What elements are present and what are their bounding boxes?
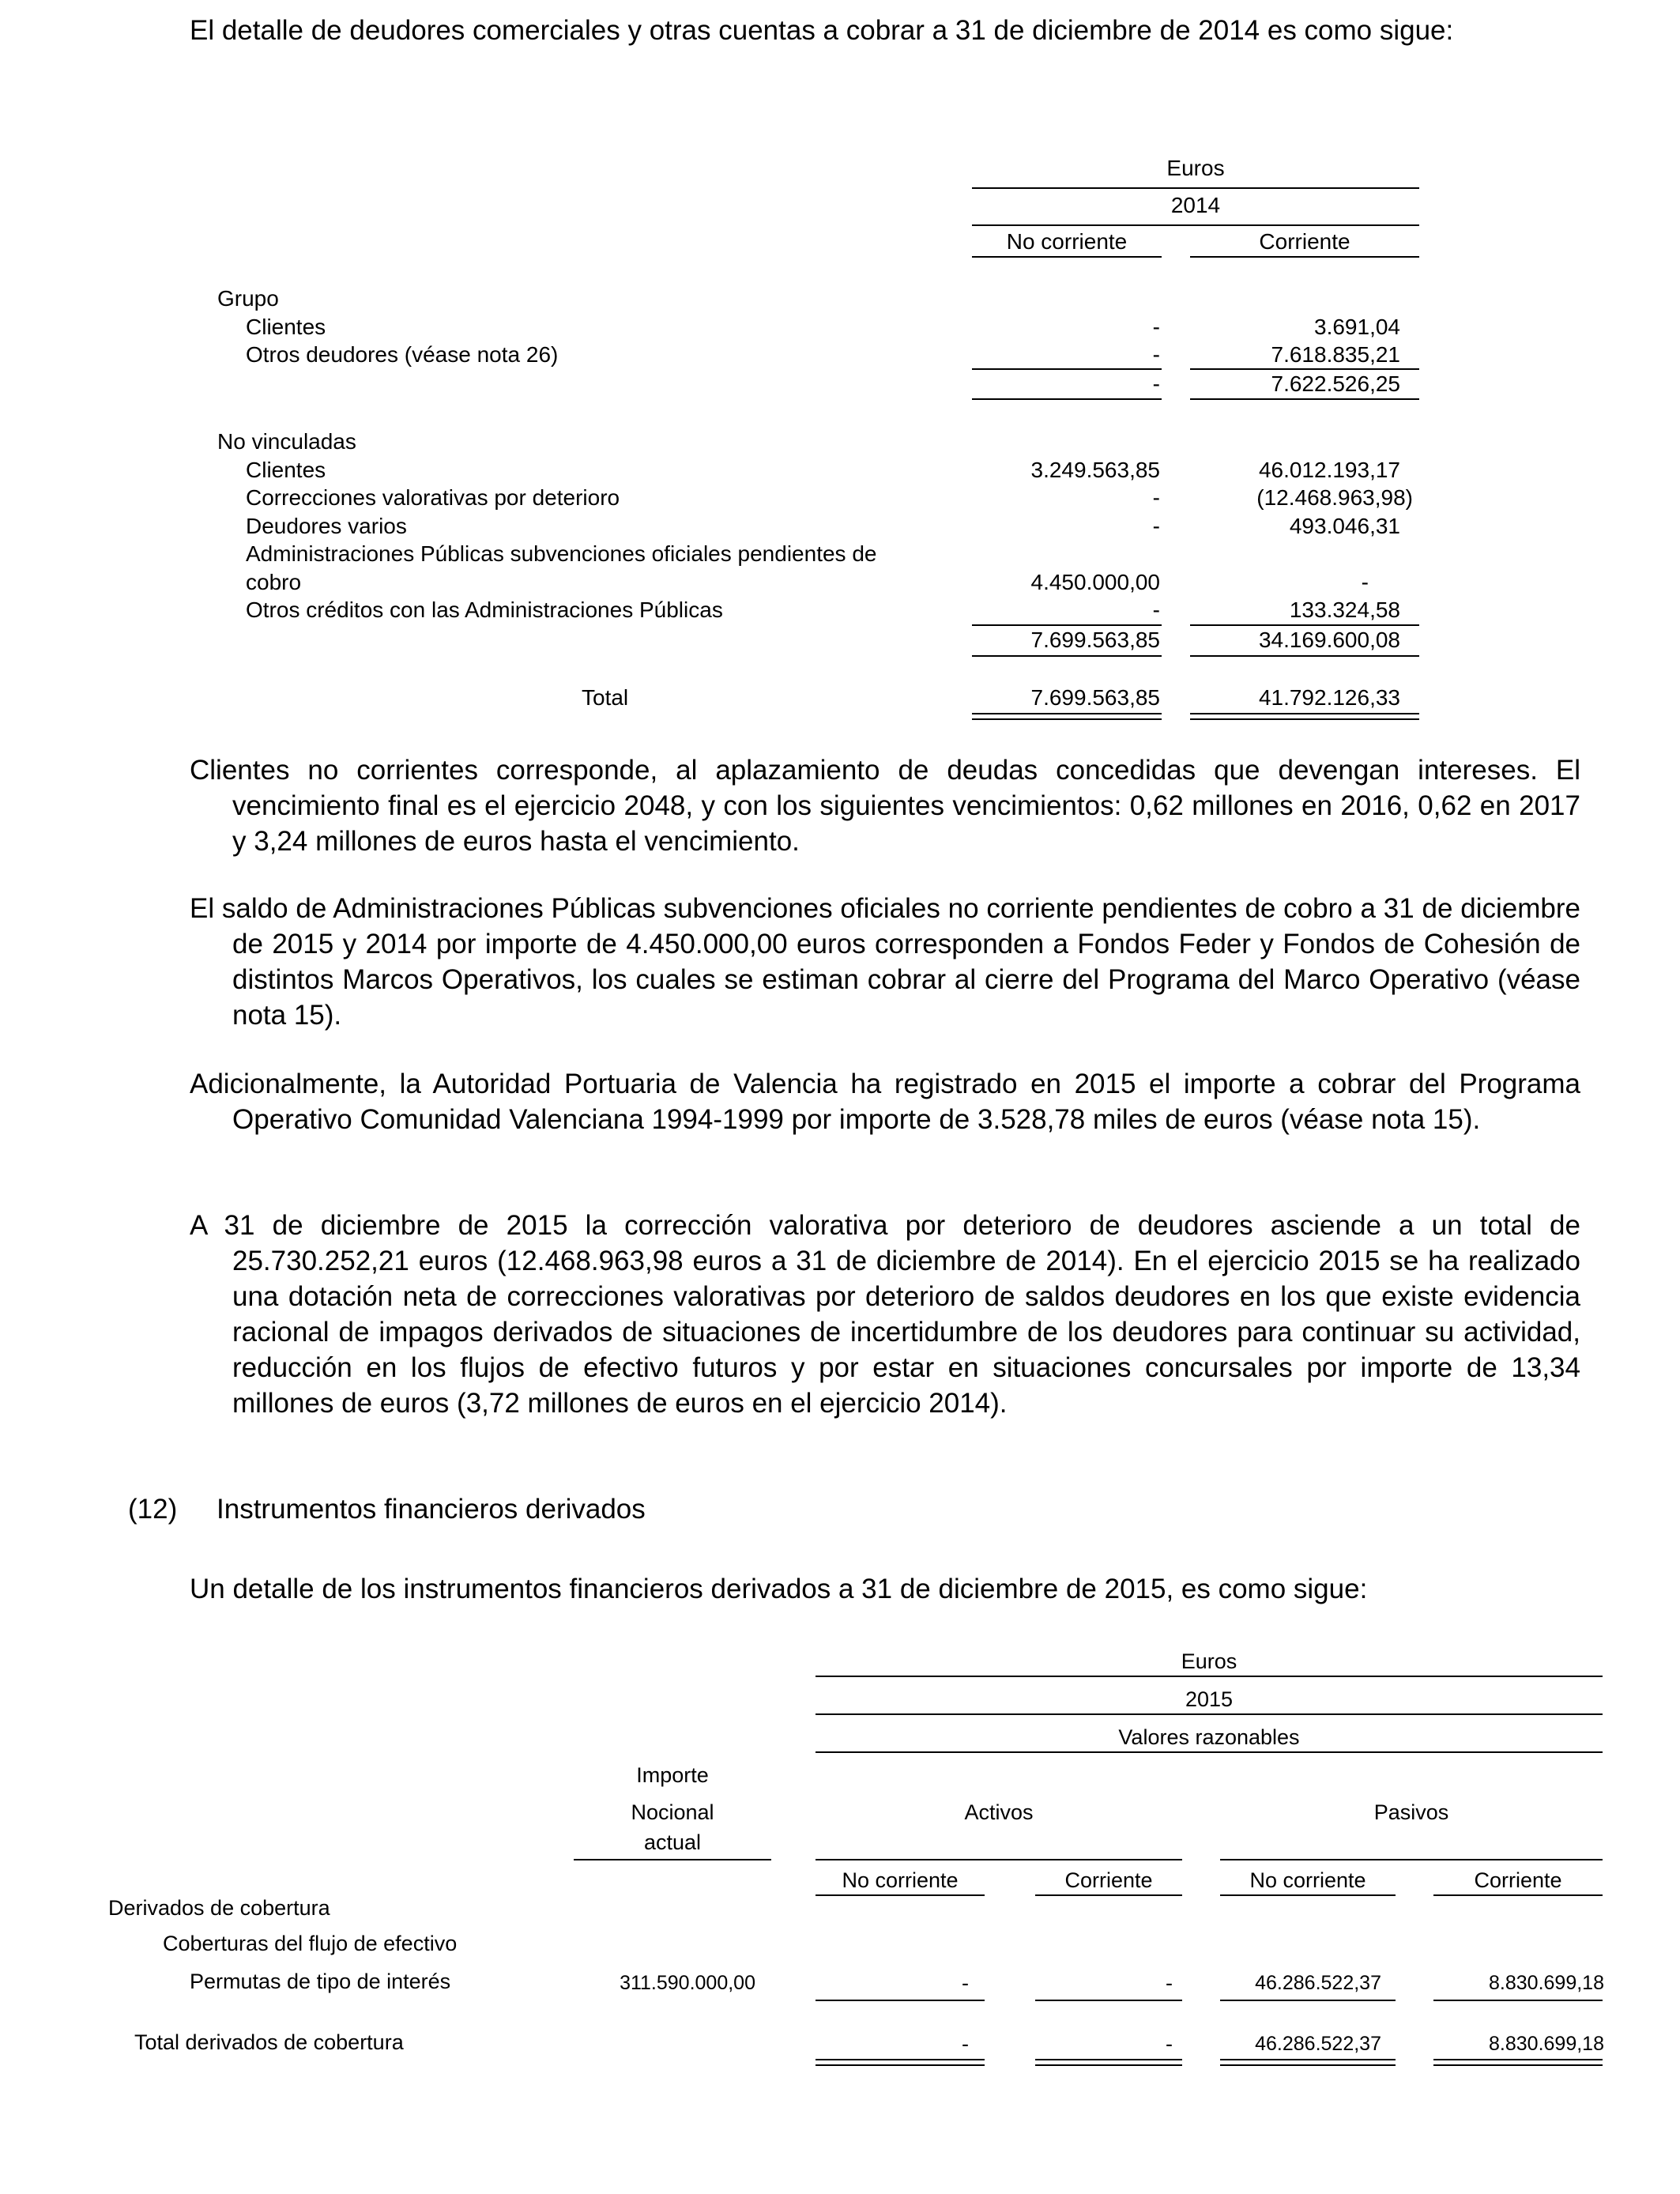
section-number: (12) [128,1494,178,1525]
table1-year-header: 2014 [1170,193,1221,217]
table2-year-header: 2015 [1185,1687,1234,1711]
row-value-c: - [1361,570,1369,594]
table2-activos-header: Activos [964,1800,1034,1824]
table2-valores-header: Valores razonables [1118,1725,1300,1749]
row-activos-nc: - [962,1971,969,1995]
row-value-c: 3.691,04 [1314,315,1400,339]
total-nc: 7.699.563,85 [1030,685,1160,710]
row-pasivos-c: 8.830.699,18 [1489,1972,1604,1994]
row-label: Clientes [246,315,326,339]
table2-pasivos-no-corriente: No corriente [1249,1868,1366,1892]
row-value-c: 133.324,58 [1289,598,1400,622]
row-label: Deudores varios [246,514,407,538]
table2-pasivos-header: Pasivos [1373,1800,1449,1824]
row-pasivos-nc: 46.286.522,37 [1255,1972,1381,1994]
section-title: Instrumentos financieros derivados [217,1494,646,1525]
row-label: Clientes [246,458,326,482]
row-label: Otros créditos con las Administraciones Públicas [246,598,723,622]
paragraph-clientes-no-corrientes: Clientes no corrientes corresponde, al aplazamiento de deudas concedidas que devengan intereses. El vencimiento final es el ejercicio 2048, y con los siguientes vencimientos: 0,62 millones en 2016, 0,62 en 2017 y 3,24 millones de euros hasta el vencimiento. [190,755,1580,857]
row-activos-c: - [1166,1971,1173,1995]
row-value-nc: 4.450.000,00 [1030,570,1160,594]
table1-currency-header: Euros [1166,156,1225,180]
table2-activos-corriente: Corriente [1064,1868,1153,1892]
table2-pasivos-corriente: Corriente [1474,1868,1562,1892]
intro-paragraph: El detalle de deudores comerciales y otras cuentas a cobrar a 31 de diciembre de 2014 es como sigue: [190,15,1454,46]
total-label: Total derivados de cobertura [134,2030,404,2054]
row-value-c: 7.618.835,21 [1271,342,1400,367]
derivados-cobertura-heading: Derivados de cobertura [108,1896,330,1920]
paragraph-saldo-administraciones: El saldo de Administraciones Públicas subvenciones oficiales no corriente pendientes de cobro a 31 de diciembre de 2015 y 2014 por importe de 4.450.000,00 euros corresponden a Fondos Feder y Fondos de Cohesión de distintos Marcos Operativos, los cuales se estiman cobrar al cierre del Programa del Marco Operativo (véase nota 15). [190,893,1580,1031]
table2-importe-header: Importe [636,1763,709,1787]
total-c: 41.792.126,33 [1258,685,1400,710]
total-activos-nc: - [962,2032,969,2056]
row-notional: 311.590.000,00 [620,1972,755,1994]
table2-activos-no-corriente: No corriente [842,1868,959,1892]
row-value-c: 493.046,31 [1289,514,1400,538]
paragraph-correccion-valorativa: A 31 de diciembre de 2015 la corrección valorativa por deterioro de deudores asciende a un total de 25.730.252,21 euros (12.468.963,98 euros a 31 de diciembre de 2014). En el ejercicio 2015 se ha realizado una dotación neta de correcciones valorativas por deterioro de saldos deudores en los que existe evidencia racional de impagos derivados de situaciones de incertidumbre de los deudores para continuar su actividad, reducción en los flujos de efectivo futuros y por estar en situaciones concursales por importe de 13,34 millones de euros (3,72 millones de euros en el ejercicio 2014). [190,1210,1580,1419]
table2-actual-header: actual [643,1830,702,1854]
subtotal-c: 7.622.526,25 [1271,371,1400,396]
grupo-heading: Grupo [217,286,279,311]
subtotal-c: 34.169.600,08 [1258,628,1400,652]
row-label-line1: Administraciones Públicas subvenciones oficiales pendientes de [246,541,877,566]
total-pasivos-nc: 46.286.522,37 [1255,2033,1381,2055]
paragraph-adicionalmente: Adicionalmente, la Autoridad Portuaria de Valencia ha registrado en 2015 el importe a cobrar del Programa Operativo Comunidad Valenciana 1994-1999 por importe de 3.528,78 miles de euros (véase nota 15). [190,1069,1580,1135]
row-value-nc: - [1152,342,1160,367]
row-value-nc: - [1152,598,1160,622]
subtotal-nc: - [1152,371,1160,396]
row-label: Correcciones valorativas por deterioro [246,485,620,510]
total-label: Total [582,685,629,710]
row-value-nc: - [1152,315,1160,339]
no-vinculadas-heading: No vinculadas [217,429,356,454]
row-label: Permutas de tipo de interés [190,1970,451,1993]
row-value-c: (12.468.963,98) [1256,485,1413,510]
total-pasivos-c: 8.830.699,18 [1489,2033,1604,2055]
coberturas-flujo-heading: Coberturas del flujo de efectivo [163,1932,458,1955]
total-activos-c: - [1166,2032,1173,2056]
row-value-nc: - [1152,485,1160,510]
row-label: Otros deudores (véase nota 26) [246,342,559,367]
row-value-c: 46.012.193,17 [1258,458,1400,482]
table1-col-no-corriente: No corriente [1006,229,1128,254]
row-value-nc: - [1152,514,1160,538]
table2-currency-header: Euros [1181,1649,1237,1673]
row-value-nc: 3.249.563,85 [1030,458,1160,482]
table2-nocional-header: Nocional [631,1800,714,1824]
table1-col-corriente: Corriente [1259,229,1350,254]
row-label-line2: cobro [246,570,302,594]
subtotal-nc: 7.699.563,85 [1030,628,1160,652]
intro2-paragraph: Un detalle de los instrumentos financieros derivados a 31 de diciembre de 2015, es como sigue: [190,1574,1368,1604]
